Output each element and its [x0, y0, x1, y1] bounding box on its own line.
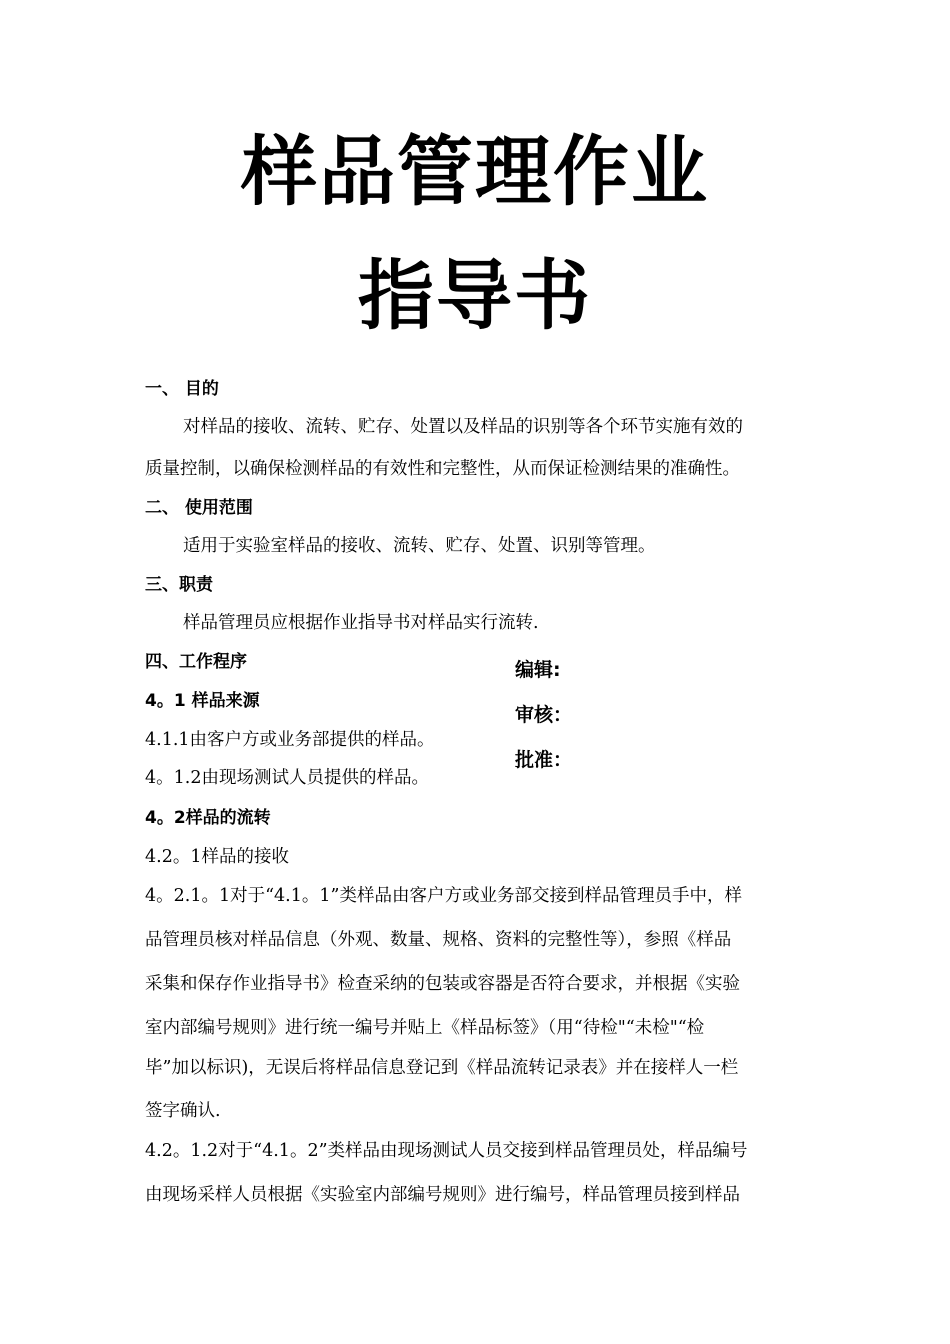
section-3-heading: 三、职责 [145, 575, 213, 595]
para-4-2-1-1-line-6: 签字确认. [145, 1101, 221, 1121]
sign-editor-label: 编辑: [515, 659, 561, 681]
section-4-2-heading: 4。2样品的流转 [145, 808, 271, 828]
sign-review-label: 审核： [515, 704, 573, 726]
para-4-2-1-1-line-4: 室内部编号规则》进行统一编号并贴上《样品标签》（用“待检"“未检"“检 [145, 1018, 705, 1038]
para-4-2-1-1-line-1: 4。2.1。1对于“4.1。1”类样品由客户方或业务部交接到样品管理员手中，样 [145, 886, 742, 906]
section-3-text: 样品管理员应根据作业指导书对样品实行流转. [183, 613, 539, 633]
para-4-2-1-1-line-2: 品管理员核对样品信息（外观、数量、规格、资料的完整性等），参照《样品 [145, 930, 732, 950]
document-title-line-2: 指导书 [358, 251, 592, 340]
para-4-2-1-1-line-3: 采集和保存作业指导书》检查采纳的包装或容器是否符合要求，并根据《实验 [145, 974, 740, 994]
para-4-2-1-1-line-5: 毕”加以标识)，无误后将样品信息登记到《样品流转记录表》并在接样人一栏 [145, 1058, 739, 1078]
section-4-1-heading: 4。1 样品来源 [145, 691, 260, 711]
para-4-2-1-2-line-1: 4.2。1.2对于“4.1。2”类样品由现场测试人员交接到样品管理员处，样品编号 [145, 1141, 748, 1161]
section-2-text: 适用于实验室样品的接收、流转、贮存、处置、识别等管理。 [183, 536, 656, 556]
section-4-heading: 四、工作程序 [145, 652, 247, 672]
section-1-text-line-1: 对样品的接收、流转、贮存、处置以及样品的识别等各个环节实施有效的 [183, 417, 743, 437]
para-4-2-1-2-line-2: 由现场采样人员根据《实验室内部编号规则》进行编号，样品管理员接到样品 [145, 1185, 740, 1205]
section-2-heading: 二、 使用范围 [145, 498, 253, 518]
section-1-heading: 一、 目的 [145, 379, 219, 399]
sign-approve-label: 批准： [515, 749, 573, 771]
item-4-1-2: 4。1.2由现场测试人员提供的样品。 [145, 768, 429, 788]
section-1-text-line-2: 质量控制，以确保检测样品的有效性和完整性，从而保证检测结果的准确性。 [145, 459, 740, 479]
section-4-2-1-heading: 4.2。1样品的接收 [145, 847, 289, 867]
item-4-1-1: 4.1.1由客户方或业务部提供的样品。 [145, 730, 435, 750]
document-title-line-1: 样品管理作业 [241, 127, 709, 216]
